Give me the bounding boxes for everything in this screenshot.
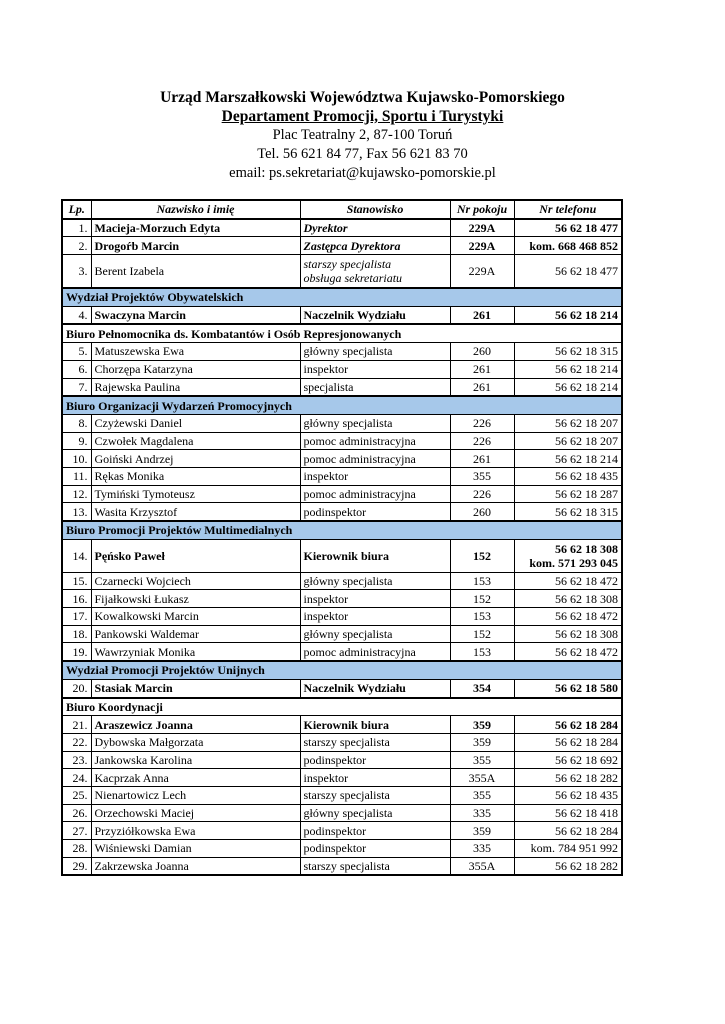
room-number: 229A — [450, 237, 514, 255]
room-number: 355 — [450, 786, 514, 804]
room-number: 355 — [450, 467, 514, 485]
phone-number: 56 62 18 207 — [514, 432, 622, 450]
employee-position: podinspektor — [300, 751, 450, 769]
employee-position: starszy specjalista — [300, 857, 450, 875]
phone-number: 56 62 18 472 — [514, 608, 622, 626]
row-number: 19. — [62, 643, 91, 661]
phone-number: 56 62 18 284 — [514, 822, 622, 840]
employee-name: Orzechowski Maciej — [91, 804, 300, 822]
phone-number: kom. 668 468 852 — [514, 237, 622, 255]
address: Plac Teatralny 2, 87-100 Toruń — [272, 127, 453, 143]
employee-position: inspektor — [300, 360, 450, 378]
table-row — [62, 378, 622, 396]
section-label: Wydział Projektów Obywatelskich — [62, 288, 622, 306]
room-number: 229A — [450, 219, 514, 237]
employee-name: Wawrzyniak Monika — [91, 643, 300, 661]
employee-name: Wiśniewski Damian — [91, 840, 300, 858]
row-number: 10. — [62, 450, 91, 468]
employee-position: Naczelnik Wydziału — [300, 679, 450, 697]
table-row — [62, 343, 622, 361]
room-number: 355A — [450, 769, 514, 787]
row-number: 16. — [62, 590, 91, 608]
row-number: 5. — [62, 343, 91, 361]
phone-number: 56 62 18 315 — [514, 343, 622, 361]
table-row — [62, 751, 622, 769]
row-number: 28. — [62, 840, 91, 858]
employee-position: specjalista — [300, 378, 450, 396]
room-number: 153 — [450, 572, 514, 590]
employee-name: Rękas Monika — [91, 467, 300, 485]
row-number: 1. — [62, 219, 91, 237]
row-number: 21. — [62, 716, 91, 734]
section-label: Wydział Promocji Projektów Unijnych — [62, 661, 622, 679]
room-number: 226 — [450, 432, 514, 450]
section-label: Biuro Koordynacji — [62, 698, 622, 716]
row-number: 7. — [62, 378, 91, 396]
row-number: 4. — [62, 306, 91, 324]
row-number: 2. — [62, 237, 91, 255]
employee-position: inspektor — [300, 590, 450, 608]
employee-position: główny specjalista — [300, 804, 450, 822]
phone-number: 56 62 18 418 — [514, 804, 622, 822]
table-row — [62, 450, 622, 468]
employee-name: Goiński Andrzej — [91, 450, 300, 468]
section-row — [62, 396, 622, 414]
department-name: Departament Promocji, Sportu i Turystyki — [221, 108, 504, 125]
row-number: 15. — [62, 572, 91, 590]
table-row — [62, 432, 622, 450]
section-row — [62, 324, 622, 342]
table-row — [62, 822, 622, 840]
section-row — [62, 288, 622, 306]
phone-number: 56 62 18 472 — [514, 572, 622, 590]
section-row — [62, 521, 622, 539]
room-number: 359 — [450, 822, 514, 840]
employee-name: Czyżewski Daniel — [91, 414, 300, 432]
column-header-position: Stanowisko — [300, 200, 450, 219]
phone-number: 56 62 18 692 — [514, 751, 622, 769]
document-header — [0, 88, 725, 183]
phone-number: 56 62 18 282 — [514, 857, 622, 875]
column-header-lp: Lp. — [62, 200, 91, 219]
phone-number: 56 62 18 214 — [514, 306, 622, 324]
phone-number: 56 62 18 580 — [514, 679, 622, 697]
room-number: 260 — [450, 503, 514, 521]
phone-number: 56 62 18 282 — [514, 769, 622, 787]
row-number: 22. — [62, 733, 91, 751]
room-number: 359 — [450, 733, 514, 751]
phone-line-1: 56 62 18 308 — [555, 541, 618, 556]
employee-position: starszy specjalista — [300, 786, 450, 804]
employee-position: Kierownik biura — [300, 539, 450, 572]
employee-name: Pankowski Waldemar — [91, 625, 300, 643]
employee-position: główny specjalista — [300, 414, 450, 432]
employee-name: Fijałkowski Łukasz — [91, 590, 300, 608]
table-row — [62, 360, 622, 378]
row-number: 11. — [62, 467, 91, 485]
employee-name: Przyziółkowska Ewa — [91, 822, 300, 840]
row-number: 9. — [62, 432, 91, 450]
table-row — [62, 539, 622, 572]
phone-number: 56 62 18 214 — [514, 360, 622, 378]
phone-number — [514, 539, 622, 572]
employee-name: Chorzępa Katarzyna — [91, 360, 300, 378]
table-row — [62, 503, 622, 521]
table-row — [62, 237, 622, 255]
phone-number: 56 62 18 435 — [514, 786, 622, 804]
room-number: 355 — [450, 751, 514, 769]
room-number: 260 — [450, 343, 514, 361]
email: email: ps.sekretariat@kujawsko-pomorskie.pl — [229, 165, 496, 181]
row-number: 12. — [62, 485, 91, 503]
employee-name: Czarnecki Wojciech — [91, 572, 300, 590]
room-number: 335 — [450, 804, 514, 822]
phone-fax: Tel. 56 621 84 77, Fax 56 621 83 70 — [257, 146, 468, 162]
employee-name: Swaczyna Marcin — [91, 306, 300, 324]
row-number: 18. — [62, 625, 91, 643]
table-row — [62, 716, 622, 734]
room-number: 229A — [450, 255, 514, 289]
table-row — [62, 572, 622, 590]
table-row — [62, 804, 622, 822]
room-number: 226 — [450, 485, 514, 503]
employee-position — [300, 255, 450, 289]
employee-name: Zakrzewska Joanna — [91, 857, 300, 875]
room-number: 261 — [450, 360, 514, 378]
employee-position: podinspektor — [300, 503, 450, 521]
employee-position: pomoc administracyjna — [300, 450, 450, 468]
employee-position: inspektor — [300, 769, 450, 787]
column-header-room: Nr pokoju — [450, 200, 514, 219]
table-header-row — [62, 200, 622, 219]
phone-number: kom. 784 951 992 — [514, 840, 622, 858]
employee-position: Kierownik biura — [300, 716, 450, 734]
staff-directory-table — [61, 199, 623, 876]
phone-line-2: kom. 571 293 045 — [529, 555, 618, 570]
phone-number: 56 62 18 308 — [514, 590, 622, 608]
section-label: Biuro Promocji Projektów Multimedialnych — [62, 521, 622, 539]
table-row — [62, 467, 622, 485]
employee-name: Macieja-Morzuch Edyta — [91, 219, 300, 237]
table-row — [62, 306, 622, 324]
room-number: 261 — [450, 450, 514, 468]
table-row — [62, 485, 622, 503]
phone-number: 56 62 18 284 — [514, 733, 622, 751]
phone-number: 56 62 18 435 — [514, 467, 622, 485]
section-label: Biuro Organizacji Wydarzeń Promocyjnych — [62, 396, 622, 414]
row-number: 26. — [62, 804, 91, 822]
table-row — [62, 679, 622, 697]
room-number: 226 — [450, 414, 514, 432]
phone-number: 56 62 18 477 — [514, 219, 622, 237]
table-row — [62, 590, 622, 608]
employee-name: Jankowska Karolina — [91, 751, 300, 769]
employee-name: Nienartowicz Lech — [91, 786, 300, 804]
employee-name: Kowalkowski Marcin — [91, 608, 300, 626]
employee-position: główny specjalista — [300, 343, 450, 361]
room-number: 152 — [450, 539, 514, 572]
employee-position: główny specjalista — [300, 572, 450, 590]
employee-position: podinspektor — [300, 840, 450, 858]
table-row — [62, 857, 622, 875]
room-number: 335 — [450, 840, 514, 858]
employee-name: Drogoŕb Marcin — [91, 237, 300, 255]
room-number: 359 — [450, 716, 514, 734]
table-row — [62, 625, 622, 643]
room-number: 153 — [450, 643, 514, 661]
room-number: 153 — [450, 608, 514, 626]
table-row — [62, 769, 622, 787]
office-name: Urząd Marszałkowski Województwa Kujawsko-Pomorskiego — [160, 89, 565, 106]
position-line-1: starszy specjalista — [303, 257, 392, 272]
row-number: 6. — [62, 360, 91, 378]
column-header-phone: Nr telefonu — [514, 200, 622, 219]
row-number: 8. — [62, 414, 91, 432]
employee-name: Stasiak Marcin — [91, 679, 300, 697]
phone-number: 56 62 18 284 — [514, 716, 622, 734]
phone-number: 56 62 18 315 — [514, 503, 622, 521]
row-number: 17. — [62, 608, 91, 626]
employee-name: Tymiński Tymoteusz — [91, 485, 300, 503]
row-number: 14. — [62, 539, 91, 572]
position-line-2: obsługa sekretariatu — [303, 271, 403, 286]
room-number: 152 — [450, 590, 514, 608]
table-row — [62, 643, 622, 661]
employee-position: inspektor — [300, 608, 450, 626]
section-row — [62, 698, 622, 716]
employee-name: Rajewska Paulina — [91, 378, 300, 396]
employee-position: pomoc administracyjna — [300, 485, 450, 503]
section-row — [62, 661, 622, 679]
row-number: 24. — [62, 769, 91, 787]
employee-name: Araszewicz Joanna — [91, 716, 300, 734]
phone-number: 56 62 18 287 — [514, 485, 622, 503]
employee-position: podinspektor — [300, 822, 450, 840]
table-row — [62, 219, 622, 237]
employee-name: Dybowska Małgorzata — [91, 733, 300, 751]
employee-position: pomoc administracyjna — [300, 643, 450, 661]
phone-number: 56 62 18 207 — [514, 414, 622, 432]
employee-position: pomoc administracyjna — [300, 432, 450, 450]
employee-name: Matuszewska Ewa — [91, 343, 300, 361]
room-number: 355A — [450, 857, 514, 875]
room-number: 261 — [450, 306, 514, 324]
row-number: 25. — [62, 786, 91, 804]
employee-position: inspektor — [300, 467, 450, 485]
employee-name: Wasita Krzysztof — [91, 503, 300, 521]
row-number: 13. — [62, 503, 91, 521]
row-number: 23. — [62, 751, 91, 769]
phone-number: 56 62 18 214 — [514, 378, 622, 396]
room-number: 354 — [450, 679, 514, 697]
table-row — [62, 608, 622, 626]
employee-position: Naczelnik Wydziału — [300, 306, 450, 324]
employee-name: Kacprzak Anna — [91, 769, 300, 787]
row-number: 29. — [62, 857, 91, 875]
phone-number: 56 62 18 477 — [514, 255, 622, 289]
phone-number: 56 62 18 308 — [514, 625, 622, 643]
column-header-name: Nazwisko i imię — [91, 200, 300, 219]
table-row — [62, 414, 622, 432]
row-number: 20. — [62, 679, 91, 697]
table-row — [62, 255, 622, 289]
phone-number: 56 62 18 214 — [514, 450, 622, 468]
table-row — [62, 786, 622, 804]
employee-name: Pęńsko Paweł — [91, 539, 300, 572]
employee-position: starszy specjalista — [300, 733, 450, 751]
room-number: 152 — [450, 625, 514, 643]
table-row — [62, 733, 622, 751]
row-number: 3. — [62, 255, 91, 289]
row-number: 27. — [62, 822, 91, 840]
section-label: Biuro Pełnomocnika ds. Kombatantów i Osób Represjonowanych — [62, 324, 622, 342]
employee-name: Czwołek Magdalena — [91, 432, 300, 450]
employee-position: główny specjalista — [300, 625, 450, 643]
room-number: 261 — [450, 378, 514, 396]
employee-position: Dyrektor — [300, 219, 450, 237]
employee-name: Berent Izabela — [91, 255, 300, 289]
table-row — [62, 840, 622, 858]
phone-number: 56 62 18 472 — [514, 643, 622, 661]
employee-position: Zastępca Dyrektora — [300, 237, 450, 255]
